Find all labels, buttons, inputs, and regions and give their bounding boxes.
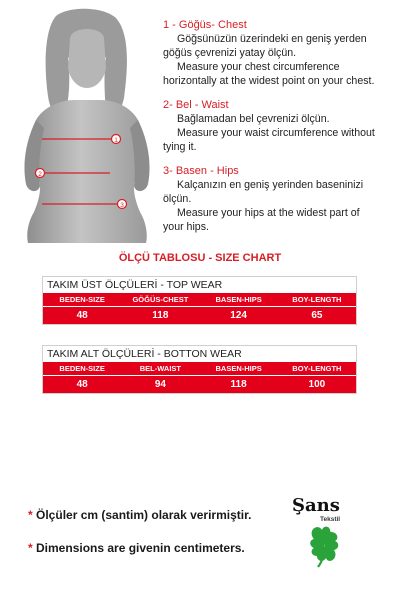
header-cell: BOY-LENGTH [292, 364, 342, 373]
header-cell: BASEN-HIPS [215, 295, 262, 304]
header-cell: BOY-LENGTH [292, 295, 342, 304]
note-centimeters-en [28, 541, 245, 555]
value-cell: 48 [76, 379, 88, 390]
body-silhouette-illustration [8, 8, 158, 243]
waist-tr-line-1: Bağlamadan bel çevrenizi ölçün. [177, 113, 330, 125]
marker-3 [118, 200, 127, 210]
torso-shape [27, 100, 147, 243]
top-wear-caption: TAKIM ÜST ÖLÇÜLERİ - TOP WEAR [47, 279, 223, 291]
note-text: Dimensions are givenin centimeters. [36, 541, 245, 555]
hips-en-line-2: your hips. [163, 221, 209, 233]
header-cell: GÖĞÜS-CHEST [132, 295, 189, 304]
chest-tr-line-2: göğüs çevrenizi yatay ölçün. [163, 47, 297, 59]
size-chart-title: ÖLÇÜ TABLOSU - SIZE CHART [118, 252, 282, 264]
top-wear-header-row [43, 293, 356, 306]
chest-title: 1 - Göğüs- Chest [163, 19, 247, 31]
header-cell: BEL-WAIST [139, 364, 181, 373]
header-cell: BEDEN-SIZE [59, 364, 105, 373]
bottom-wear-table [42, 345, 357, 394]
value-cell: 124 [230, 310, 247, 321]
asterisk-icon: * [28, 541, 33, 555]
bottom-wear-caption: TAKIM ALT ÖLÇÜLERİ - BOTTON WEAR [47, 348, 242, 360]
waist-instruction [163, 98, 395, 154]
logo-subtitle: Tekstil [320, 516, 341, 523]
hips-instruction [163, 164, 395, 234]
brand-logo [286, 495, 366, 575]
value-cell: 118 [152, 310, 169, 321]
note-centimeters-tr [28, 508, 251, 522]
bottom-wear-header-row [43, 362, 356, 375]
chest-en-line-2: horizontally at the widest point on your chest. [163, 75, 375, 87]
value-cell: 65 [311, 310, 323, 321]
header-cell: BEDEN-SIZE [59, 295, 105, 304]
note-text: Ölçüler cm (santim) olarak verirmiştir. [36, 508, 252, 522]
hips-title: 3- Basen - Hips [163, 165, 239, 177]
top-wear-value-row [43, 307, 356, 324]
header-cell: BASEN-HIPS [215, 364, 262, 373]
bottom-wear-value-row [43, 376, 356, 393]
waist-en-line-2: tying it. [163, 141, 197, 153]
hips-en-line-1: Measure your hips at the widest part of [177, 207, 360, 219]
svg-text:3: 3 [120, 202, 124, 209]
value-cell: 94 [154, 379, 166, 390]
chest-tr-line-1: Göğsünüzün üzerindeki en geniş yerden [177, 33, 367, 45]
waist-title: 2- Bel - Waist [163, 99, 229, 111]
marker-1 [112, 135, 121, 145]
waist-en-line-1: Measure your waist circumference without [177, 127, 375, 139]
svg-text:2: 2 [38, 171, 42, 178]
marker-2 [36, 169, 45, 179]
top-wear-table [42, 276, 357, 325]
asterisk-icon: * [28, 508, 33, 522]
four-leaf-clover-icon [302, 523, 346, 569]
hips-tr-line-1: Kalçanızın en geniş yerinden baseninizi [177, 179, 364, 191]
chest-instruction [163, 18, 395, 88]
hips-tr-line-2: ölçün. [163, 193, 192, 205]
head-shape [68, 29, 106, 88]
svg-text:1: 1 [114, 137, 118, 144]
measurement-instructions [163, 18, 395, 244]
value-cell: 100 [308, 379, 326, 390]
value-cell: 48 [76, 310, 88, 321]
logo-name: Şans [292, 495, 340, 516]
chest-en-line-1: Measure your chest circumference [177, 61, 340, 73]
value-cell: 118 [230, 379, 247, 390]
